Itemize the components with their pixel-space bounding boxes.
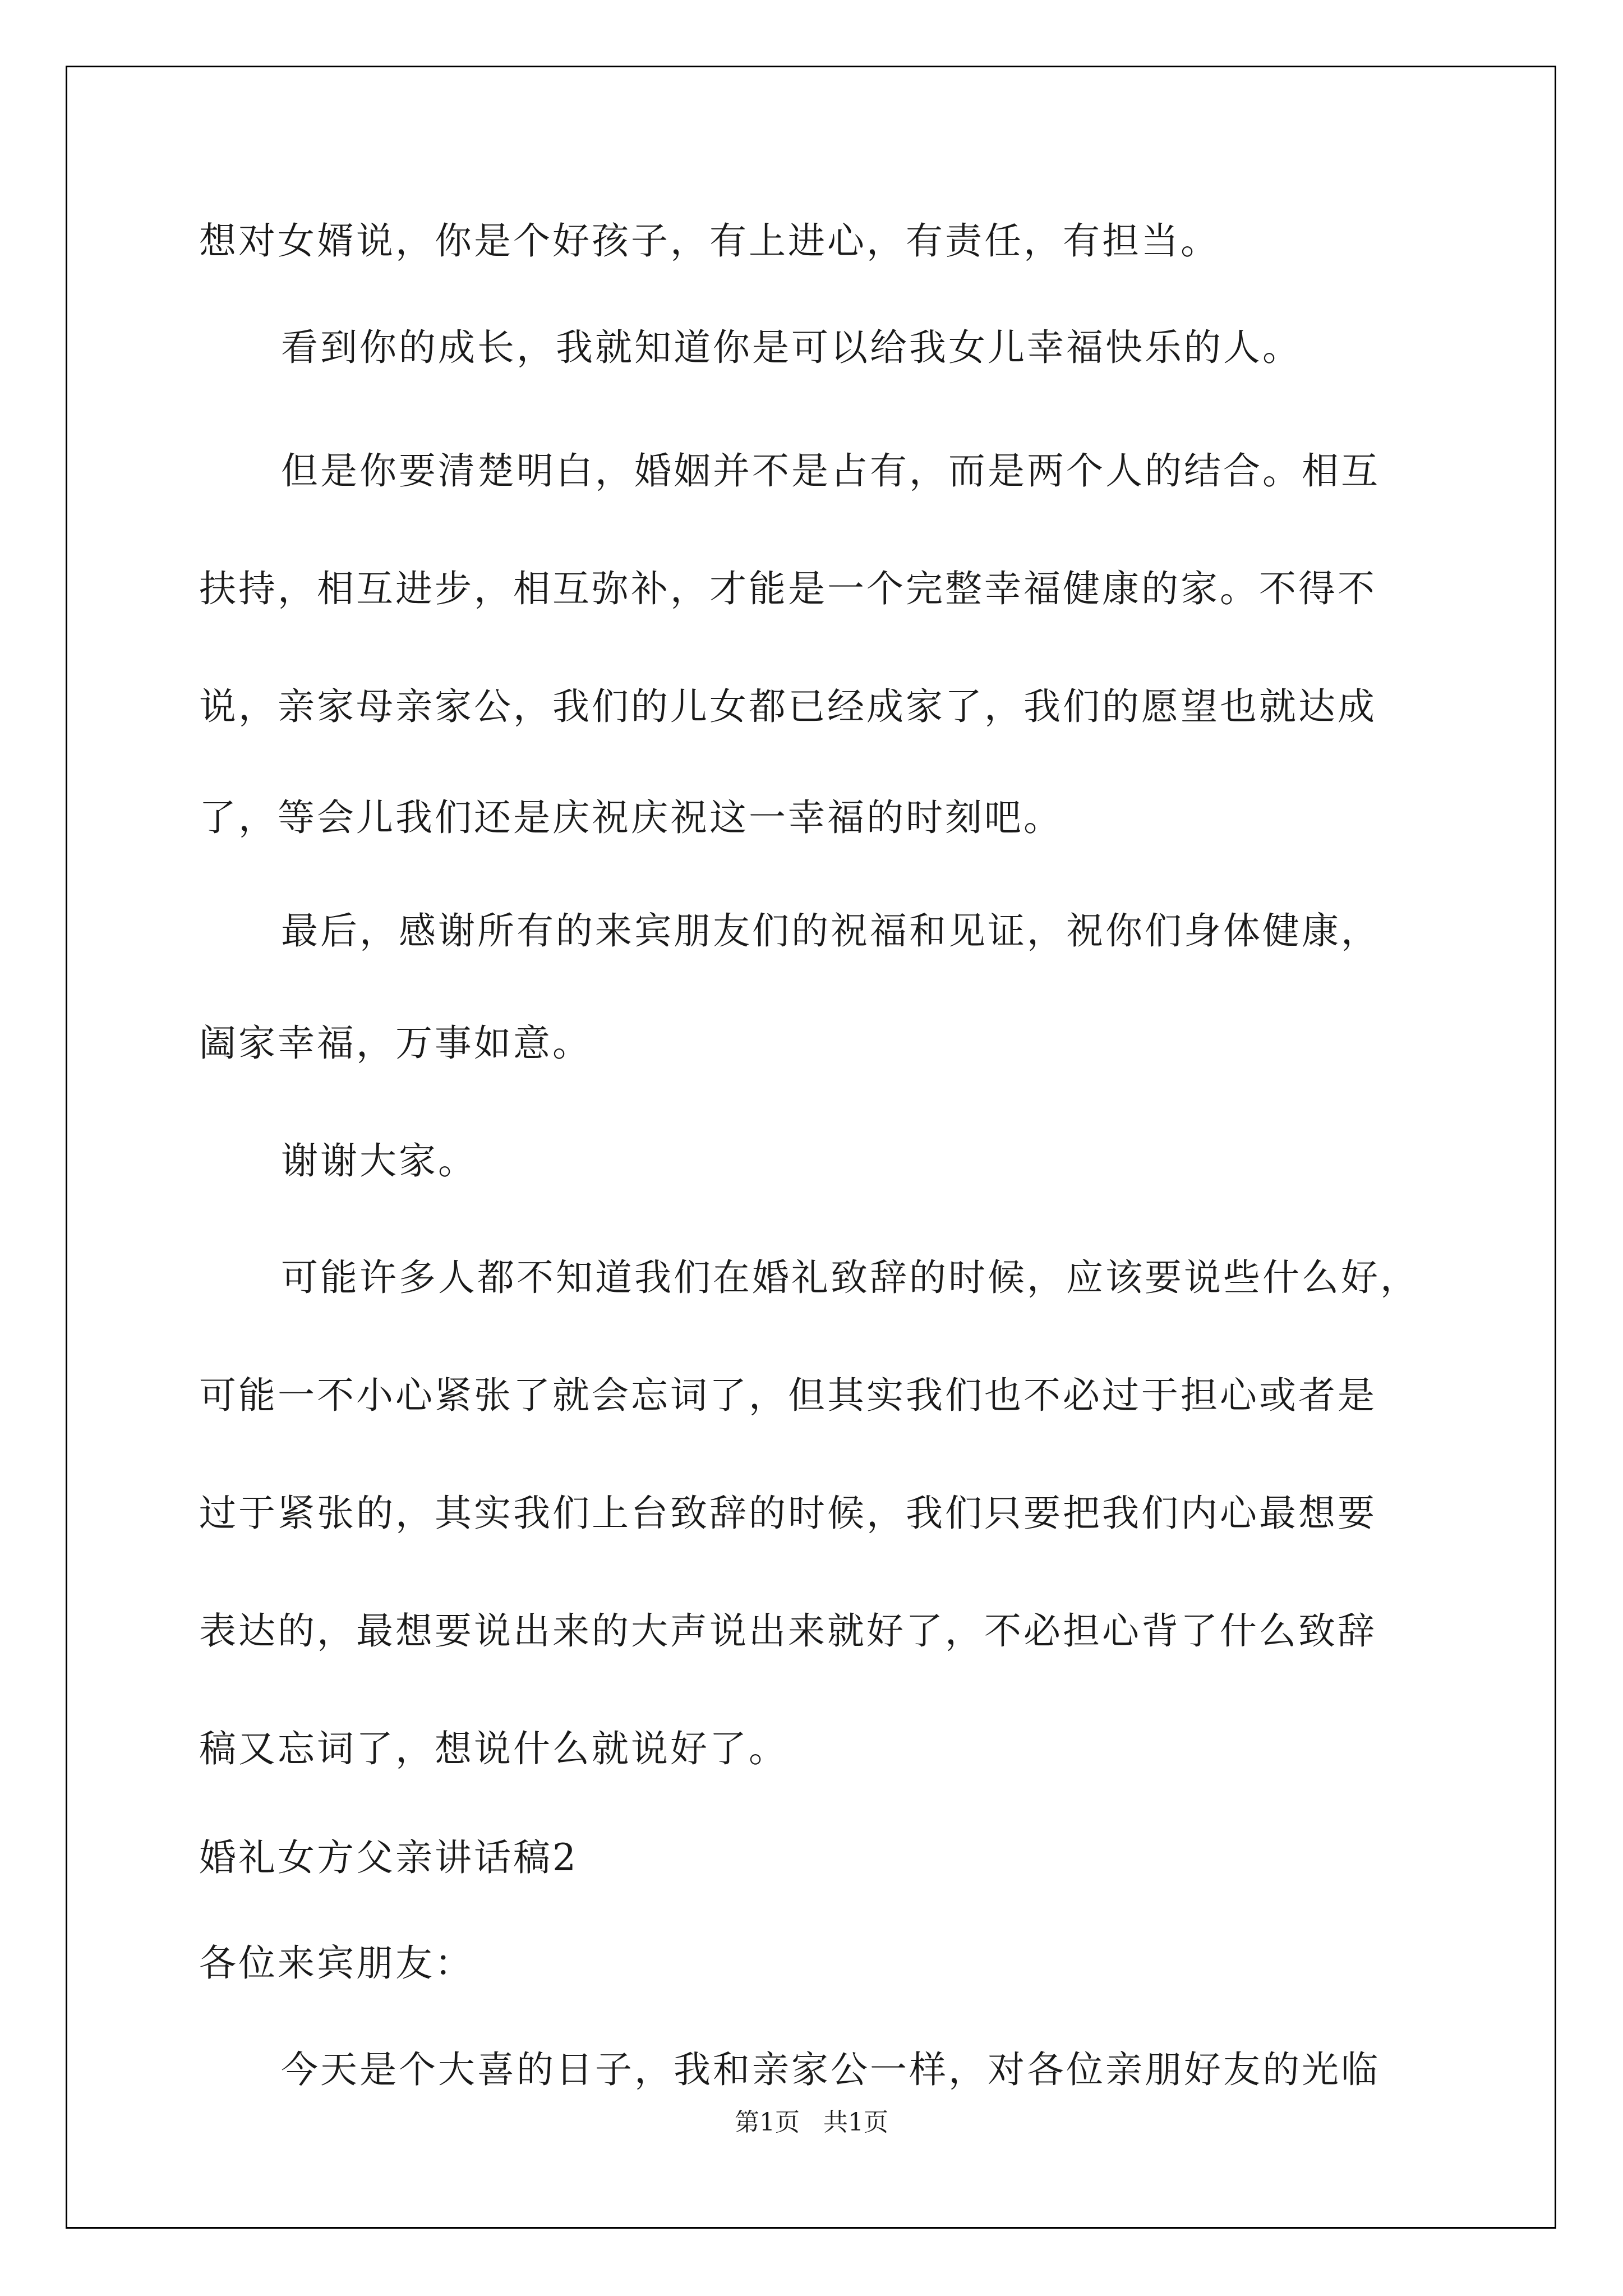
text-line-9: 谢谢大家。	[281, 1139, 477, 1182]
text-line-10: 可能许多人都不知道我们在婚礼致辞的时候，应该要说些什么好，	[281, 1256, 1419, 1299]
salutation: 各位来宾朋友：	[199, 1941, 474, 1985]
text-line-2: 看到你的成长，我就知道你是可以给我女儿幸福快乐的人。	[281, 326, 1302, 369]
text-line-5: 说，亲家母亲家公，我们的儿女都已经成家了，我们的愿望也就达成	[199, 685, 1377, 728]
text-line-8: 阖家幸福，万事如意。	[199, 1022, 592, 1065]
text-line-4: 扶持，相互进步，相互弥补，才能是一个完整幸福健康的家。不得不	[199, 567, 1377, 610]
text-line-6: 了，等会儿我们还是庆祝庆祝这一幸福的时刻吧。	[199, 796, 1063, 839]
text-line-14: 稿又忘词了，想说什么就说好了。	[199, 1727, 788, 1770]
text-line-7: 最后，感谢所有的来宾朋友们的祝福和见证，祝你们身体健康，	[281, 909, 1380, 953]
text-line-17: 今天是个大喜的日子，我和亲家公一样，对各位亲朋好友的光临	[281, 2048, 1380, 2091]
page-footer: 第1页 共1页	[735, 2108, 888, 2137]
text-line-13: 表达的，最想要说出来的大声说出来就好了，不必担心背了什么致辞	[199, 1609, 1377, 1653]
text-line-1: 想对女婿说，你是个好孩子，有上进心，有责任，有担当。	[199, 219, 1220, 263]
section-heading: 婚礼女方父亲讲话稿2	[199, 1836, 578, 1879]
text-line-11: 可能一不小心紧张了就会忘词了，但其实我们也不必过于担心或者是	[199, 1374, 1377, 1417]
text-line-12: 过于紧张的，其实我们上台致辞的时候，我们只要把我们内心最想要	[199, 1492, 1377, 1535]
text-line-3: 但是你要清楚明白，婚姻并不是占有，而是两个人的结合。相互	[281, 449, 1380, 493]
